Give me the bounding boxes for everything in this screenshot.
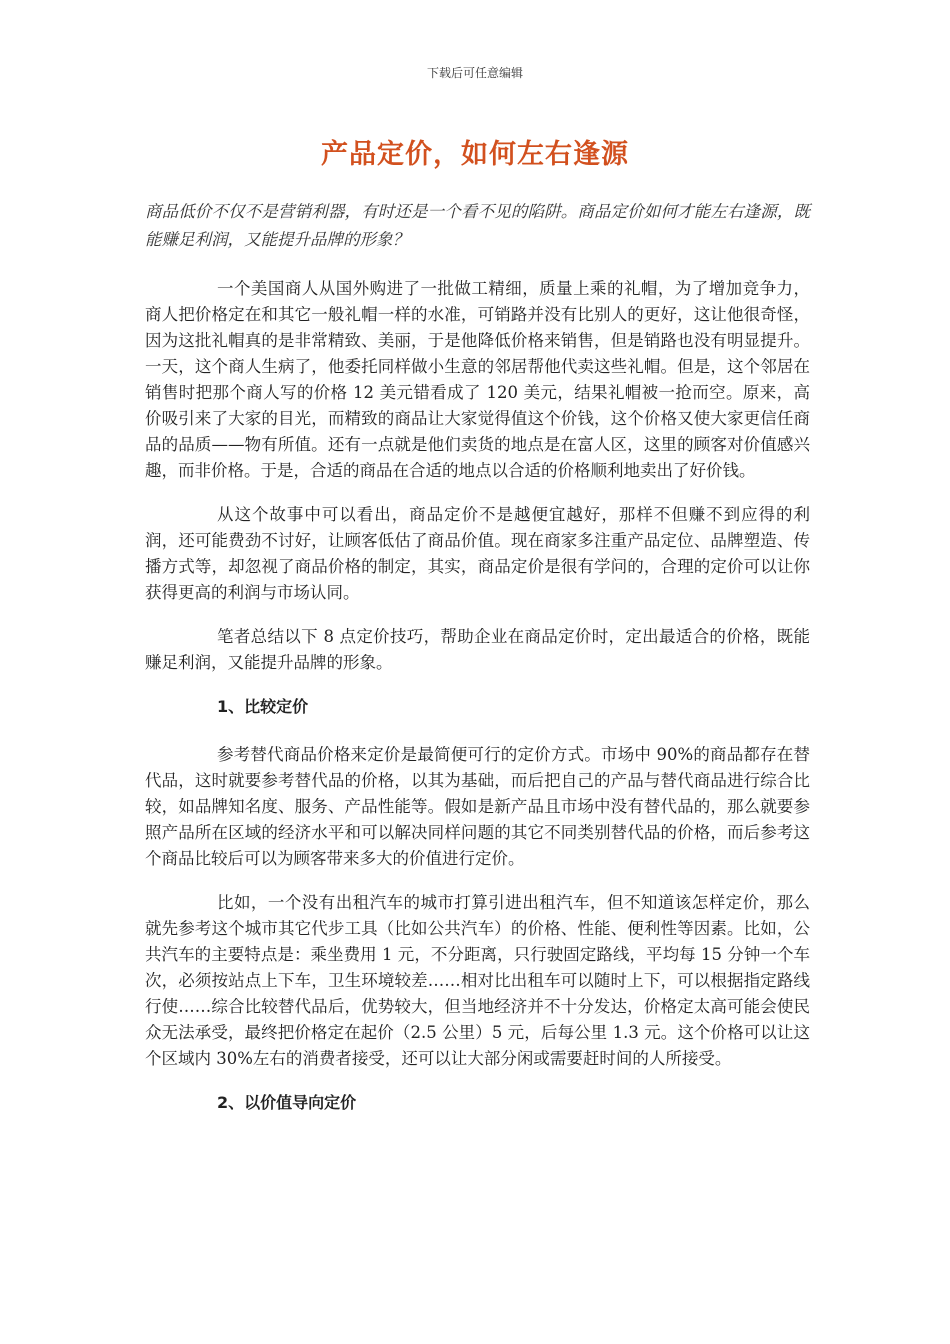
section-paragraph: 参考替代商品价格来定价是最简便可行的定价方式。市场中 90%的商品都存在替代品，这时就要参考替代品的价格，以其为基础，而后把自己的产品与替代商品进行综合比较，如品牌知名度、服务、产品性能等。假如是新产品且市场中没有替代品的，那么就要参照产品所在区域的经济水平和可以解决同样问题的其它不同类别替代品的价格，而后参考这个商品比较后可以为顾客带来多大的价值进行定价。 — [145, 745, 810, 868]
article-body — [145, 198, 810, 1138]
body-paragraph: 从这个故事中可以看出，商品定价不是越便宜越好，那样不但赚不到应得的利润，还可能费劲不讨好，让顾客低估了商品价值。现在商家多注重产品定位、品牌塑造、传播方式等，却忽视了商品价格的制定，其实，商品定价是很有学问的，合理的定价可以让你获得更高的利润与市场认同。 — [145, 505, 810, 602]
section-heading: 2、以价值导向定价 — [217, 1093, 357, 1112]
section-paragraph: 比如，一个没有出租汽车的城市打算引进出租汽车，但不知道该怎样定价，那么就先参考这个城市其它代步工具（比如公共汽车）的价格、性能、便利性等因素。比如，公共汽车的主要特点是：乘坐费用 1 元，不分距离，只行驶固定路线，平均每 15 分钟一个车次，必须按站点上下车，卫生环境较差……相对比出租车可以随时上下，可以根据指定路线行使……综合比较替代品后，优势较大，但当地经济并不十分发达，价格定太高可能会使民众无法承受，最终把价格定在起价（2.5 公里）5 元，后每公里 1.3 元。这个价格可以让这个区域内 30%左右的消费者接受，还可以让大部分闲或需要赶时间的人所接受。 — [145, 893, 810, 1068]
body-paragraph: 一个美国商人从国外购进了一批做工精细，质量上乘的礼帽，为了增加竞争力，商人把价格定在和其它一般礼帽一样的水准，可销路并没有比别人的更好，这让他很奇怪，因为这批礼帽真的是非常精致、美丽，于是他降低价格来销售，但是销路也没有明显提升。一天，这个商人生病了，他委托同样做小生意的邻居帮他代卖这些礼帽。但是，这个邻居在销售时把那个商人写的价格 12 美元错看成了 120 美元，结果礼帽被一抢而空。原来，高价吸引来了大家的目光，而精致的商品让大家觉得值这个价钱，这个价格又使大家更信任商品的品质——物有所值。还有一点就是他们卖货的地点是在富人区，这里的顾客对价值感兴趣，而非价格。于是，合适的商品在合适的地点以合适的价格顺利地卖出了好价钱。 — [145, 279, 810, 480]
section-heading: 1、比较定价 — [217, 697, 309, 716]
lead-paragraph: 商品低价不仅不是营销利器，有时还是一个看不见的陷阱。商品定价如何才能左右逢源，既能赚足利润，又能提升品牌的形象？ — [145, 202, 810, 249]
body-paragraph: 笔者总结以下 8 点定价技巧，帮助企业在商品定价时，定出最适合的价格，既能赚足利润，又能提升品牌的形象。 — [145, 627, 810, 672]
page-title: 产品定价，如何左右逢源 — [321, 139, 629, 170]
header-note: 下载后可任意编辑 — [426, 66, 523, 80]
